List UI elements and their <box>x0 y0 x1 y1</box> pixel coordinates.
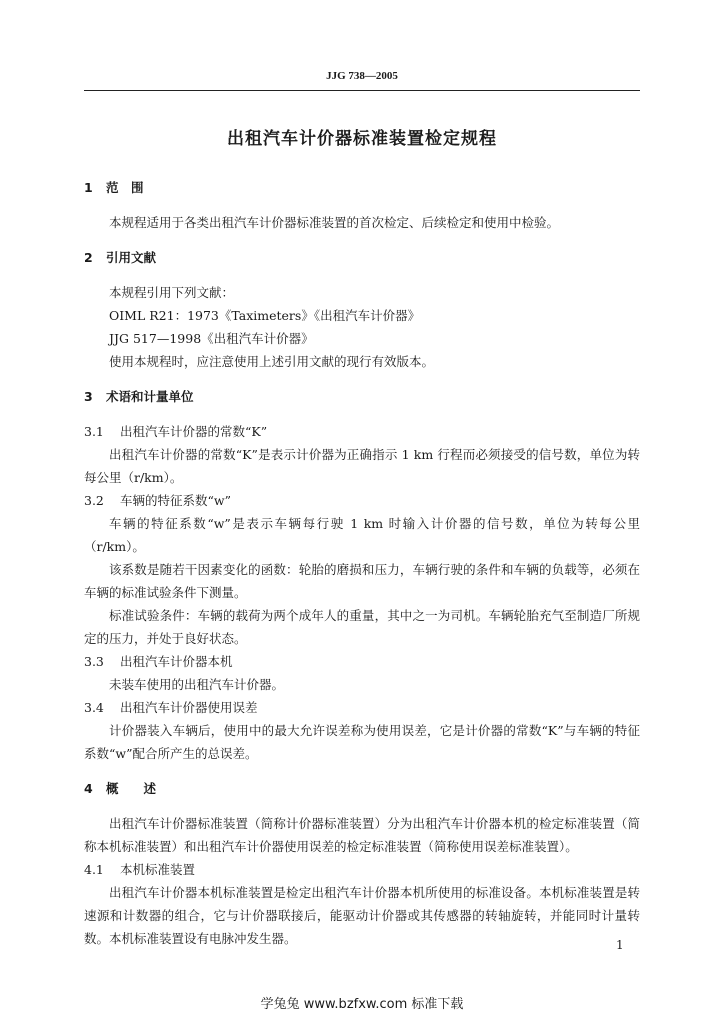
subsection-number: 3.4 <box>84 700 104 715</box>
section-2-heading <box>84 246 640 269</box>
document-title: 出租汽车计价器标准装置检定规程 <box>227 129 497 149</box>
subsection-3-2 <box>84 489 640 512</box>
subsection-title: 车辆的特征系数“w” <box>120 493 231 508</box>
subsection-3-3 <box>84 650 640 673</box>
paragraph: 出租汽车计价器本机标准装置是检定出租汽车计价器本机所使用的标准设备。本机标准装置是转速源和计数器的组合，它与计价器联接后，能驱动计价器或其传感器的转轴旋转，并能同时计量转数。本机标准装置设有电脉冲发生器。 <box>84 885 640 946</box>
document-body <box>84 176 640 950</box>
page-number: 1 <box>616 938 624 952</box>
paragraph: 出租汽车计价器的常数“K”是表示计价器为正确指示 1 km 行程而必须接受的信号数，单位为转每公里（r/km）。 <box>84 447 640 485</box>
subsection-number: 3.1 <box>84 424 104 439</box>
reference-line: 本规程引用下列文献： <box>109 285 235 300</box>
section-4-heading <box>84 777 640 800</box>
subsection-title: 出租汽车计价器的常数“K” <box>120 424 268 439</box>
standard-code: JJG 738—2005 <box>326 70 398 82</box>
section-number: 3 <box>84 389 93 404</box>
subsection-title: 出租汽车计价器使用误差 <box>120 700 258 715</box>
footer-watermark: 学兔兔 www.bzfxw.com 标准下载 <box>260 997 464 1012</box>
subsection-number: 4.1 <box>84 862 104 877</box>
section-title: 概 述 <box>106 781 157 796</box>
paragraph: 出租汽车计价器标准装置（简称计价器标准装置）分为出租汽车计价器本机的检定标准装置（简称本机标准装置）和出租汽车计价器使用误差的检定标准装置（简称使用误差标准装置）。 <box>84 816 640 854</box>
section-1-heading <box>84 176 640 199</box>
paragraph: 计价器装入车辆后，使用中的最大允许误差称为使用误差，它是计价器的常数“K”与车辆的特征系数“w”配合所产生的总误差。 <box>84 723 640 761</box>
subsection-number: 3.3 <box>84 654 104 669</box>
subsection-title: 出租汽车计价器本机 <box>120 654 233 669</box>
section-title: 范 围 <box>106 180 144 195</box>
reference-line: JJG 517—1998《出租汽车计价器》 <box>109 331 314 346</box>
subsection-title: 本机标准装置 <box>120 862 196 877</box>
section-3-heading <box>84 385 640 408</box>
paragraph: 本规程适用于各类出租汽车计价器标准装置的首次检定、后续检定和使用中检验。 <box>109 215 560 230</box>
subsection-number: 3.2 <box>84 493 104 508</box>
section-title: 术语和计量单位 <box>106 389 194 404</box>
subsection-4-1 <box>84 858 640 881</box>
subsection-3-4 <box>84 696 640 719</box>
reference-line: OIML R21：1973《Taximeters》《出租汽车计价器》 <box>109 308 421 323</box>
header-divider <box>84 90 640 91</box>
section-number: 2 <box>84 250 93 265</box>
section-title: 引用文献 <box>106 250 157 265</box>
subsection-3-1 <box>84 420 640 443</box>
paragraph: 标准试验条件：车辆的载荷为两个成年人的重量，其中之一为司机。车辆轮胎充气至制造厂所规定的压力，并处于良好状态。 <box>84 608 640 646</box>
paragraph: 车辆的特征系数“w”是表示车辆每行驶 1 km 时输入计价器的信号数，单位为转每公里（r/km）。 <box>84 516 640 554</box>
reference-line: 使用本规程时，应注意使用上述引用文献的现行有效版本。 <box>109 354 435 369</box>
section-number: 1 <box>84 180 93 195</box>
paragraph: 该系数是随若干因素变化的函数：轮胎的磨损和压力，车辆行驶的条件和车辆的负载等，必须在车辆的标准试验条件下测量。 <box>84 562 640 600</box>
paragraph: 未装车使用的出租汽车计价器。 <box>109 677 285 692</box>
section-number: 4 <box>84 781 93 796</box>
